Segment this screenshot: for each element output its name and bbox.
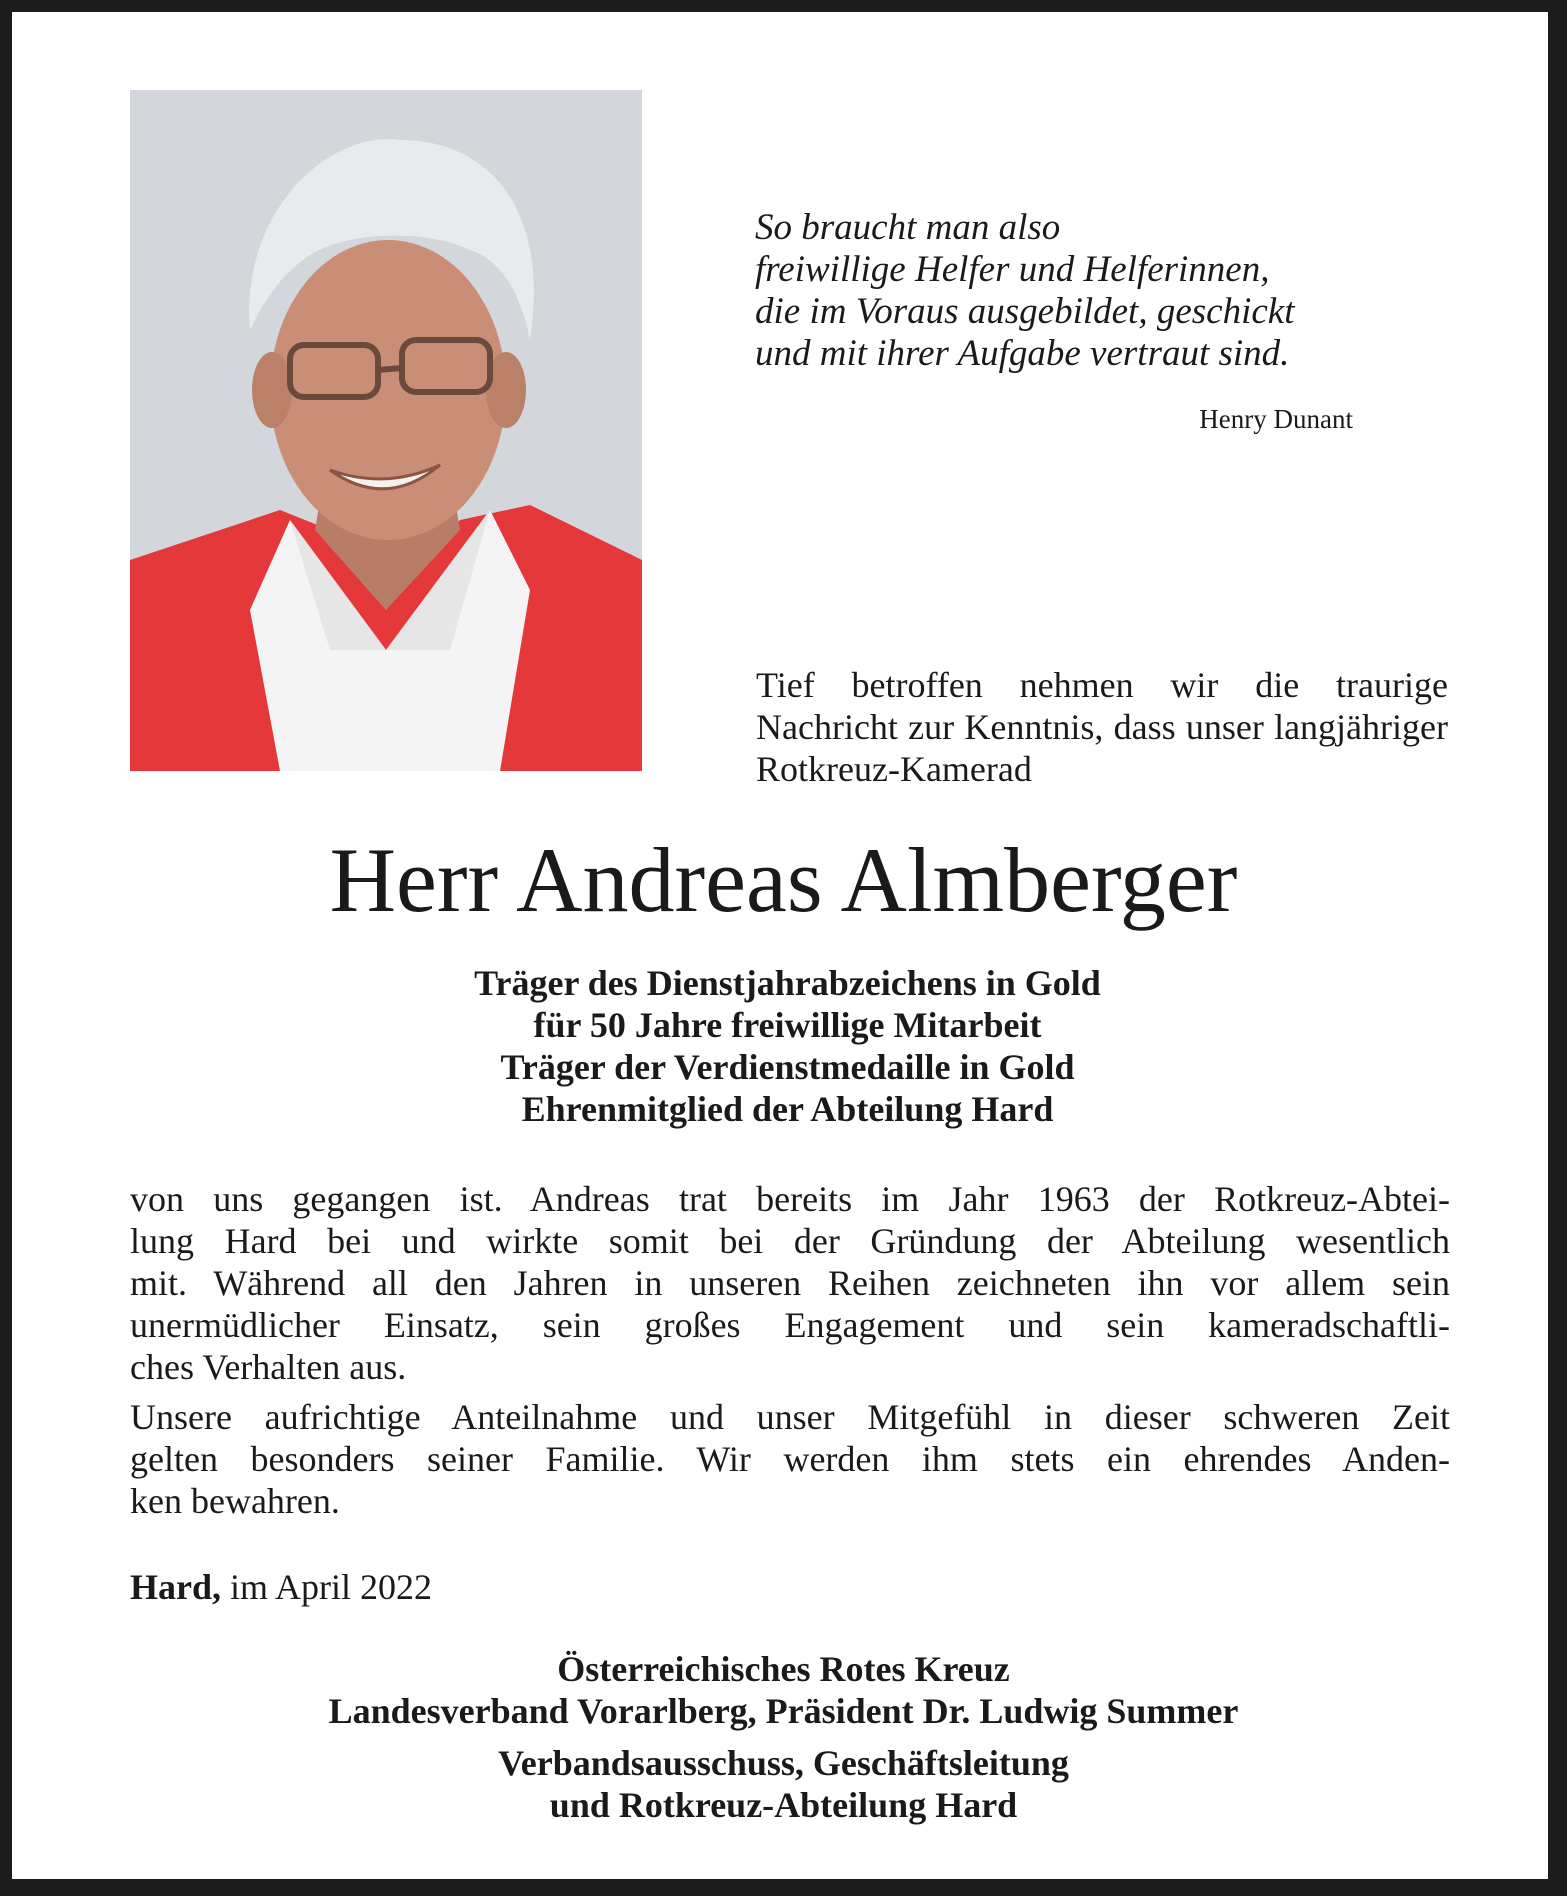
honour-line: Träger der Verdienstmedaille in Gold (500, 1047, 1075, 1087)
body-line: gelten besonders seiner Familie. Wir werden ihm stets ein ehrendes Anden- (130, 1439, 1450, 1479)
date: im April 2022 (230, 1567, 433, 1607)
signer-group (12, 1742, 1555, 1826)
body-line: ches Verhalten aus. (130, 1347, 407, 1387)
obituary-page (12, 12, 1548, 1879)
honour-line: Träger des Dienstjahrabzeichens in Gold (474, 963, 1101, 1003)
honours-list (12, 962, 1563, 1130)
quote-line: die im Voraus ausgebildet, geschickt (755, 291, 1295, 332)
body-line: lung Hard bei und wirkte somit bei der Gründung der Abteilung wesentlich (130, 1221, 1450, 1261)
body-line: Unsere aufrichtige Anteilnahme und unser Mitgefühl in dieser schweren Zeit (130, 1397, 1450, 1437)
body-line: von uns gegangen ist. Andreas trat bereits im Jahr 1963 der Rotkreuz-Abtei- (130, 1179, 1450, 1219)
signer-line: und Rotkreuz-Abteilung Hard (549, 1785, 1018, 1825)
signer-line: Österreichisches Rotes Kreuz (557, 1649, 1010, 1689)
quote-line: So braucht man also (755, 207, 1061, 248)
body-line: mit. Während all den Jahren in unseren Reihen zeichneten ihn vor allem sein (130, 1263, 1450, 1303)
honour-line: für 50 Jahre freiwillige Mitarbeit (533, 1005, 1042, 1045)
quote-author: Henry Dunant (1199, 404, 1353, 434)
intro-text: Tief betroffen nehmen wir die traurige Nachricht zur Kenntnis, dass unser langjähriger Rotkreuz-Kamerad (756, 665, 1448, 789)
quote (755, 207, 1345, 375)
signer-line: Verbandsausschuss, Geschäftsleitung (498, 1743, 1069, 1783)
honour-line: Ehrenmitglied der Abteilung Hard (521, 1089, 1054, 1129)
body-text (130, 1178, 1450, 1530)
signers (12, 1648, 1555, 1836)
quote-line: freiwillige Helfer und Helferinnen, (755, 249, 1270, 290)
portrait-illustration (130, 90, 642, 771)
quote-line: und mit ihrer Aufgabe vertraut sind. (755, 333, 1290, 374)
body-paragraph (130, 1178, 1450, 1388)
place-date (130, 1566, 432, 1608)
deceased-name: Herr Andreas Almberger (329, 829, 1238, 931)
place: Hard, (130, 1567, 222, 1607)
body-line: unermüdlicher Einsatz, sein großes Engagement und sein kameradschaftli- (130, 1305, 1450, 1345)
signer-line: Landesverband Vorarlberg, Präsident Dr. Ludwig Summer (328, 1691, 1239, 1731)
signer-group (12, 1648, 1555, 1732)
portrait-photo (130, 90, 642, 771)
body-paragraph (130, 1396, 1450, 1522)
body-line: ken bewahren. (130, 1481, 340, 1521)
